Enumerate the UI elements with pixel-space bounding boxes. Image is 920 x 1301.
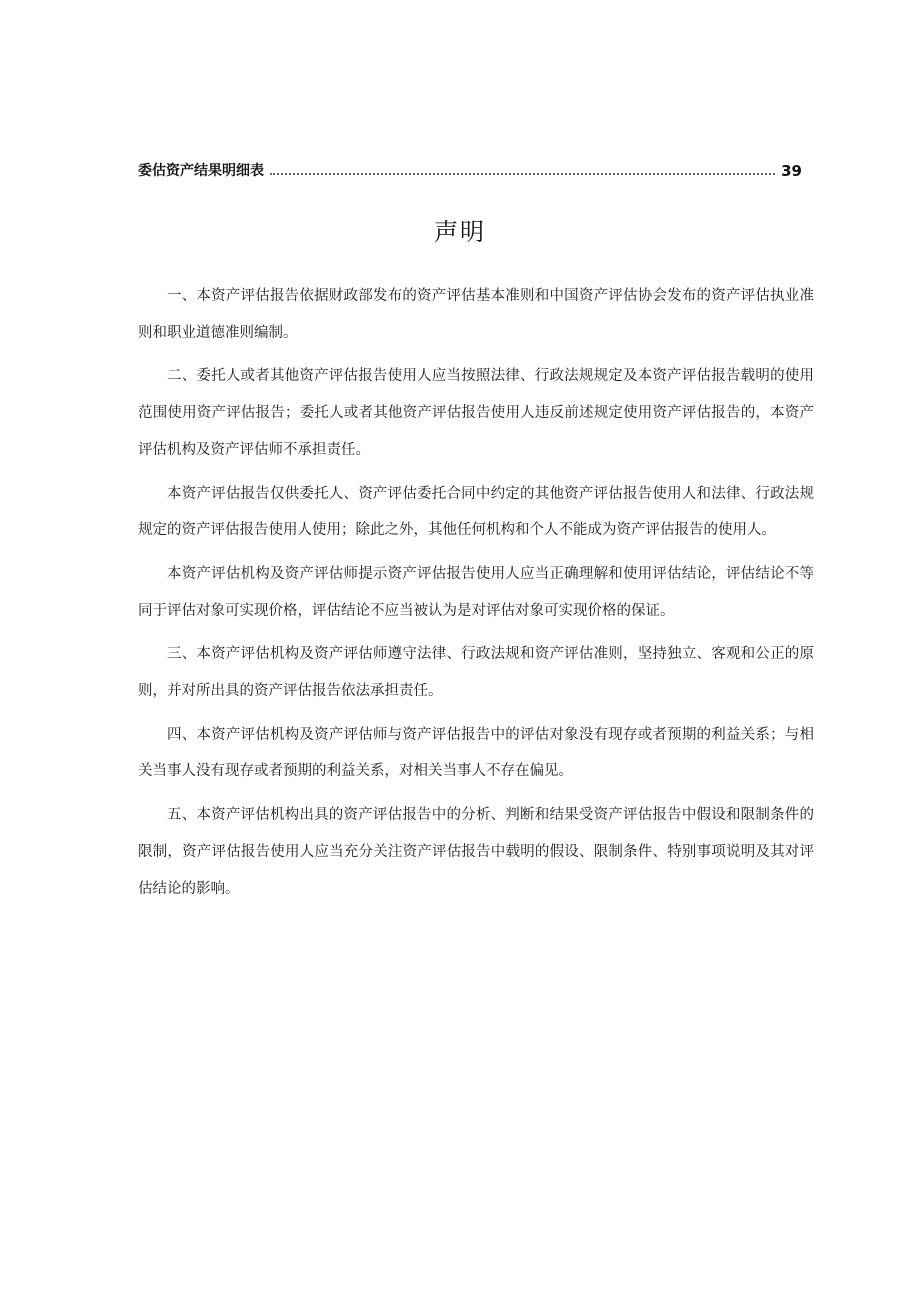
toc-page-number: 39	[781, 162, 802, 180]
statement-paragraph-6: 四、本资产评估机构及资产评估师与资产评估报告中的评估对象没有现存或者预期的利益关系；与相关当事人没有现存或者预期的利益关系，对相关当事人不存在偏见。	[138, 726, 814, 780]
toc-dot-leader	[270, 173, 775, 175]
statement-paragraph-3: 本资产评估报告仅供委托人、资产评估委托合同中约定的其他资产评估报告使用人和法律、行政法规规定的资产评估报告使用人使用；除此之外，其他任何机构和个人不能成为资产评估报告的使用人。	[138, 485, 814, 539]
statement-paragraph-5: 三、本资产评估机构及资产评估师遵守法律、行政法规和资产评估准则，坚持独立、客观和公正的原则，并对所出具的资产评估报告依法承担责任。	[138, 646, 814, 700]
statement-paragraph-2: 二、委托人或者其他资产评估报告使用人应当按照法律、行政法规规定及本资产评估报告载明的使用范围使用资产评估报告；委托人或者其他资产评估报告使用人违反前述规定使用资产评估报告的，本资产评估机构及资产评估师不承担责任。	[138, 368, 814, 458]
statement-paragraph-7: 五、本资产评估机构出具的资产评估报告中的分析、判断和结果受资产评估报告中假设和限制条件的限制，资产评估报告使用人应当充分关注资产评估报告中载明的假设、限制条件、特别事项说明及其对评估结论的影响。	[138, 807, 814, 897]
statement-paragraph-4: 本资产评估机构及资产评估师提示资产评估报告使用人应当正确理解和使用评估结论，评估结论不等同于评估对象可实现价格，评估结论不应当被认为是对评估对象可实现价格的保证。	[138, 565, 814, 619]
statement-paragraph-1: 一、本资产评估报告依据财政部发布的资产评估基本准则和中国资产评估协会发布的资产评估执业准则和职业道德准则编制。	[138, 288, 814, 341]
page-title: 声明	[434, 218, 486, 247]
statement-body	[138, 278, 814, 914]
toc-entry[interactable]	[138, 156, 802, 180]
toc-entry-label: 委估资产结果明细表	[138, 163, 264, 179]
